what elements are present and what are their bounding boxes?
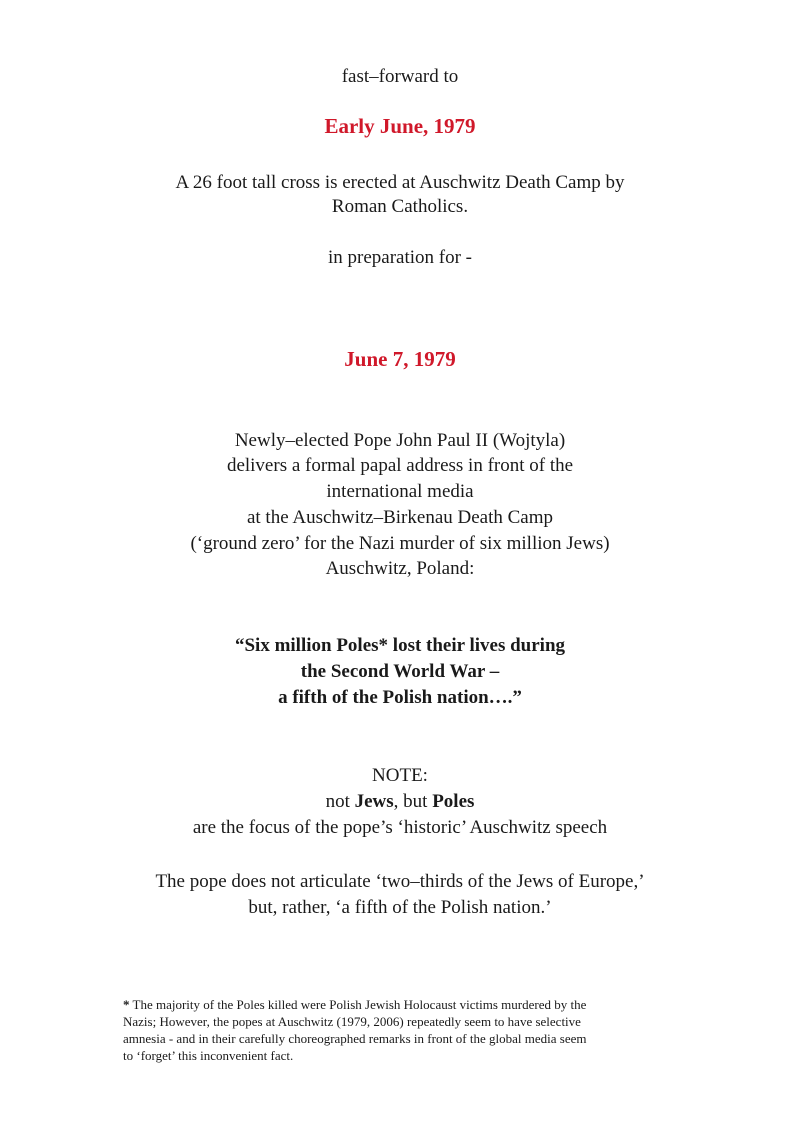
footnote-asterisk: * — [123, 997, 130, 1012]
note-heading: NOTE: — [372, 765, 428, 786]
footnote — [123, 996, 663, 1064]
address-line-2: delivers a formal papal address in front of the — [226, 455, 574, 476]
note-line-1: not Jews, but Poles — [325, 791, 475, 812]
articulate-line-2: but, rather, ‘a fifth of the Polish nation.’ — [248, 897, 552, 918]
address-line-5: (‘ground zero’ for the Nazi murder of six million Jews) — [190, 533, 610, 554]
cross-text-line-2: Roman Catholics. — [331, 196, 469, 217]
cross-text-line-1: A 26 foot tall cross is erected at Auschwitz Death Camp by — [175, 172, 625, 193]
address-line-6: Auschwitz, Poland: — [325, 558, 475, 579]
address-line-1: Newly–elected Pope John Paul II (Wojtyla) — [234, 430, 566, 451]
pope-quote-line-1: “Six million Poles* lost their lives during — [234, 635, 566, 656]
poles-emphasis: Poles — [432, 791, 475, 812]
intro-text: fast–forward to — [341, 66, 459, 87]
footnote-line-1: * The majority of the Poles killed were Polish Jewish Holocaust victims murdered by the — [123, 997, 587, 1012]
footnote-line-3: amnesia - and in their carefully choreographed remarks in front of the global media seem — [123, 1031, 587, 1046]
preparation-text: in preparation for - — [327, 247, 473, 268]
date-heading-early-june: Early June, 1979 — [324, 114, 476, 138]
date-heading-june-7: June 7, 1979 — [344, 347, 456, 371]
footnote-line-2: Nazis; However, the popes at Auschwitz (1979, 2006) repeatedly seem to have selective — [123, 1014, 581, 1029]
pope-quote-line-3: a fifth of the Polish nation….” — [278, 687, 522, 708]
address-line-4: at the Auschwitz–Birkenau Death Camp — [246, 507, 554, 528]
pope-quote-line-2: the Second World War – — [300, 661, 500, 682]
address-line-3: international media — [326, 481, 474, 502]
footnote-line-4: to ‘forget’ this inconvenient fact. — [123, 1048, 294, 1063]
note-line-2: are the focus of the pope’s ‘historic’ Auschwitz speech — [192, 817, 608, 838]
articulate-line-1: The pope does not articulate ‘two–thirds of the Jews of Europe,’ — [155, 871, 645, 892]
jews-emphasis: Jews — [354, 791, 394, 812]
